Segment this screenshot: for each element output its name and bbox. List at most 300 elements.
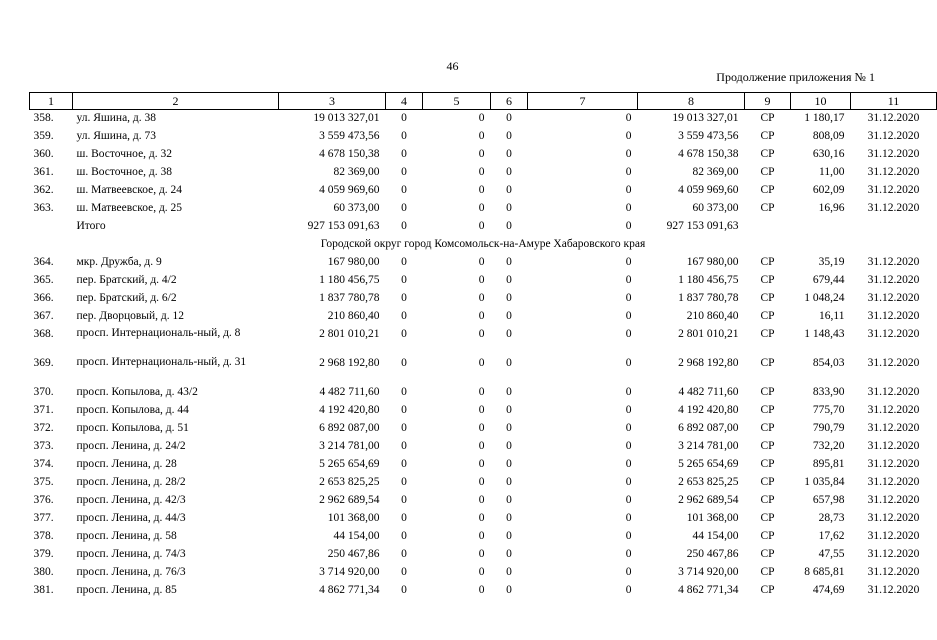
table-row bbox=[30, 474, 937, 492]
amount-cell: 2 653 825,25 bbox=[319, 476, 380, 488]
address-cell: ул. Яшина, д. 38 bbox=[76, 112, 157, 124]
address-cell: ш. Восточное, д. 32 bbox=[76, 148, 173, 160]
amount-cell: 4 059 969,60 bbox=[678, 184, 739, 196]
amount-cell: 4 862 771,34 bbox=[319, 584, 380, 596]
table-row bbox=[30, 290, 937, 308]
type-cell: СР bbox=[760, 440, 775, 452]
value-cell: 0 bbox=[401, 274, 407, 286]
address-cell: просп. Копылова, д. 43/2 bbox=[76, 386, 198, 398]
value-cell: 0 bbox=[506, 112, 512, 124]
value-cell: 0 bbox=[401, 440, 407, 452]
empty-cell bbox=[745, 218, 791, 236]
row-number: 373. bbox=[33, 440, 54, 452]
row-number: 372. bbox=[33, 422, 54, 434]
date-cell: 31.12.2020 bbox=[867, 184, 920, 196]
address-cell: мкр. Дружба, д. 9 bbox=[76, 256, 162, 268]
address-cell: ш. Матвеевское, д. 25 bbox=[76, 202, 183, 214]
amount-cell: 3 559 473,56 bbox=[319, 130, 380, 142]
amount-cell: 2 962 689,54 bbox=[319, 494, 380, 506]
table-row bbox=[30, 164, 937, 182]
amount-cell: 4 862 771,34 bbox=[678, 584, 739, 596]
value-cell: 0 bbox=[625, 548, 632, 560]
type-cell: СР bbox=[760, 256, 775, 268]
value-cell: 0 bbox=[401, 386, 407, 398]
value-cell: 0 bbox=[506, 494, 512, 506]
type-cell: СР bbox=[760, 530, 775, 542]
amount-cell: 3 559 473,56 bbox=[678, 130, 739, 142]
total-label: Итого bbox=[76, 220, 106, 232]
amount-cell: 250 467,86 bbox=[327, 548, 380, 560]
address-cell: просп. Интернациональ-ный, д. 8 bbox=[76, 327, 241, 339]
date-cell: 31.12.2020 bbox=[867, 328, 920, 340]
value-cell: 0 bbox=[506, 404, 512, 416]
value-cell: 0 bbox=[401, 548, 407, 560]
amount-cell: 2 962 689,54 bbox=[678, 494, 739, 506]
amount-cell: 2 968 192,80 bbox=[678, 357, 739, 369]
type-cell: СР bbox=[760, 292, 775, 304]
amount-cell: 4 482 711,60 bbox=[678, 386, 739, 398]
column-header-1: 1 bbox=[30, 93, 73, 110]
amount-cell: 4 192 420,80 bbox=[319, 404, 380, 416]
value-cell: 0 bbox=[478, 512, 485, 524]
column-header-8: 8 bbox=[638, 93, 745, 110]
date-cell: 31.12.2020 bbox=[867, 530, 920, 542]
row-number: 366. bbox=[33, 292, 54, 304]
amount-cell: 4 678 150,38 bbox=[319, 148, 380, 160]
value-cell: 0 bbox=[401, 112, 407, 124]
value-cell: 0 bbox=[478, 166, 485, 178]
value-cell: 0 bbox=[478, 494, 485, 506]
type-cell: СР bbox=[760, 310, 775, 322]
row-number: 360. bbox=[33, 148, 54, 160]
amount-cell: 101 368,00 bbox=[686, 512, 739, 524]
area-cell: 35,19 bbox=[818, 256, 845, 268]
address-cell: просп. Ленина, д. 44/3 bbox=[76, 512, 186, 524]
date-cell: 31.12.2020 bbox=[867, 274, 920, 286]
area-cell: 895,81 bbox=[812, 458, 845, 470]
area-cell: 47,55 bbox=[818, 548, 845, 560]
date-cell: 31.12.2020 bbox=[867, 512, 920, 524]
area-cell: 679,44 bbox=[812, 274, 845, 286]
value-cell: 0 bbox=[625, 584, 632, 596]
amount-cell: 3 714 920,00 bbox=[319, 566, 380, 578]
value-cell: 0 bbox=[625, 386, 632, 398]
row-number: 377. bbox=[33, 512, 54, 524]
date-cell: 31.12.2020 bbox=[867, 386, 920, 398]
amount-cell: 2 653 825,25 bbox=[678, 476, 739, 488]
value-cell: 0 bbox=[625, 566, 632, 578]
address-cell: пер. Братский, д. 6/2 bbox=[76, 292, 177, 304]
date-cell: 31.12.2020 bbox=[867, 256, 920, 268]
value-cell: 0 bbox=[478, 404, 485, 416]
value-cell: 0 bbox=[625, 310, 632, 322]
total-amount: 927 153 091,63 bbox=[666, 220, 739, 232]
value-cell: 0 bbox=[401, 494, 407, 506]
address-cell: просп. Ленина, д. 58 bbox=[76, 530, 177, 542]
value-cell: 0 bbox=[625, 404, 632, 416]
row-number: 358. bbox=[33, 112, 54, 124]
table-row bbox=[30, 456, 937, 474]
area-cell: 775,70 bbox=[812, 404, 845, 416]
date-cell: 31.12.2020 bbox=[867, 440, 920, 452]
area-cell: 8 685,81 bbox=[804, 566, 845, 578]
total-amount: 927 153 091,63 bbox=[307, 220, 380, 232]
type-cell: СР bbox=[760, 548, 775, 560]
value-cell: 0 bbox=[478, 458, 485, 470]
table-row bbox=[30, 528, 937, 546]
area-cell: 1 035,84 bbox=[804, 476, 845, 488]
value-cell: 0 bbox=[401, 357, 407, 369]
table-row bbox=[30, 492, 937, 510]
column-header-6: 6 bbox=[491, 93, 528, 110]
value-cell: 0 bbox=[401, 130, 407, 142]
column-header-5: 5 bbox=[423, 93, 491, 110]
area-cell: 1 048,24 bbox=[804, 292, 845, 304]
amount-cell: 167 980,00 bbox=[327, 256, 380, 268]
value-cell: 0 bbox=[625, 422, 632, 434]
value-cell: 0 bbox=[625, 530, 632, 542]
value-cell: 0 bbox=[506, 584, 512, 596]
value-cell: 0 bbox=[625, 512, 632, 524]
value-cell: 0 bbox=[478, 148, 485, 160]
amount-cell: 2 968 192,80 bbox=[319, 357, 380, 369]
type-cell: СР bbox=[760, 274, 775, 286]
value-cell: 0 bbox=[401, 584, 407, 596]
area-cell: 28,73 bbox=[818, 512, 845, 524]
page-number: 46 bbox=[446, 59, 459, 73]
value-cell: 0 bbox=[506, 256, 512, 268]
type-cell: СР bbox=[760, 184, 775, 196]
row-number: 361. bbox=[33, 166, 54, 178]
row-number: 365. bbox=[33, 274, 54, 286]
type-cell: СР bbox=[760, 202, 775, 214]
date-cell: 31.12.2020 bbox=[867, 130, 920, 142]
table-row bbox=[30, 308, 937, 326]
value-cell: 0 bbox=[401, 476, 407, 488]
continuation-caption: Продолжение приложения № 1 bbox=[716, 70, 875, 84]
row-number: 379. bbox=[33, 548, 54, 560]
address-cell: просп. Копылова, д. 44 bbox=[76, 404, 189, 416]
type-cell: СР bbox=[760, 404, 775, 416]
value-cell: 0 bbox=[478, 292, 485, 304]
address-cell: ш. Восточное, д. 38 bbox=[76, 166, 173, 178]
value-cell: 0 bbox=[506, 148, 512, 160]
area-cell: 1 180,17 bbox=[804, 112, 845, 124]
type-cell: СР bbox=[760, 148, 775, 160]
value-cell: 0 bbox=[401, 458, 407, 470]
amount-cell: 1 180 456,75 bbox=[678, 274, 739, 286]
type-cell: СР bbox=[760, 386, 775, 398]
area-cell: 16,96 bbox=[818, 202, 845, 214]
value-cell: 0 bbox=[478, 566, 485, 578]
column-header-3: 3 bbox=[279, 93, 386, 110]
table-row bbox=[30, 182, 937, 200]
column-header-row bbox=[30, 93, 937, 110]
value-cell: 0 bbox=[506, 440, 512, 452]
amount-cell: 210 860,40 bbox=[327, 310, 380, 322]
row-number bbox=[30, 218, 73, 236]
address-cell: просп. Ленина, д. 28 bbox=[76, 458, 177, 470]
value-cell: 0 bbox=[478, 584, 485, 596]
value-cell: 0 bbox=[625, 494, 632, 506]
total-row bbox=[30, 218, 937, 236]
value-cell: 0 bbox=[478, 328, 485, 340]
value-cell: 0 bbox=[401, 220, 407, 232]
table-row bbox=[30, 326, 937, 355]
value-cell: 0 bbox=[625, 130, 632, 142]
column-header-9: 9 bbox=[745, 93, 791, 110]
type-cell: СР bbox=[760, 458, 775, 470]
row-number: 369. bbox=[33, 357, 54, 369]
value-cell: 0 bbox=[506, 566, 512, 578]
area-cell: 630,16 bbox=[812, 148, 845, 160]
type-cell: СР bbox=[760, 357, 775, 369]
amount-cell: 4 678 150,38 bbox=[678, 148, 739, 160]
area-cell: 657,98 bbox=[812, 494, 845, 506]
value-cell: 0 bbox=[401, 328, 407, 340]
table-row bbox=[30, 546, 937, 564]
amount-cell: 167 980,00 bbox=[686, 256, 739, 268]
value-cell: 0 bbox=[506, 130, 512, 142]
value-cell: 0 bbox=[625, 292, 632, 304]
row-number: 381. bbox=[33, 584, 54, 596]
type-cell: СР bbox=[760, 584, 775, 596]
amount-cell: 5 265 654,69 bbox=[319, 458, 380, 470]
value-cell: 0 bbox=[401, 148, 407, 160]
value-cell: 0 bbox=[506, 422, 512, 434]
empty-cell bbox=[791, 218, 851, 236]
amount-cell: 1 837 780,78 bbox=[319, 292, 380, 304]
value-cell: 0 bbox=[506, 220, 512, 232]
amount-cell: 2 801 010,21 bbox=[678, 328, 739, 340]
area-cell: 833,90 bbox=[812, 386, 845, 398]
type-cell: СР bbox=[760, 328, 775, 340]
table-row bbox=[30, 438, 937, 456]
region-heading-row bbox=[30, 236, 937, 254]
value-cell: 0 bbox=[478, 112, 485, 124]
value-cell: 0 bbox=[506, 184, 512, 196]
amount-cell: 60 373,00 bbox=[333, 202, 380, 214]
date-cell: 31.12.2020 bbox=[867, 458, 920, 470]
amount-cell: 6 892 087,00 bbox=[319, 422, 380, 434]
value-cell: 0 bbox=[625, 112, 632, 124]
area-cell: 17,62 bbox=[818, 530, 845, 542]
type-cell: СР bbox=[760, 476, 775, 488]
date-cell: 31.12.2020 bbox=[867, 566, 920, 578]
table-row bbox=[30, 582, 937, 600]
value-cell: 0 bbox=[506, 166, 512, 178]
area-cell: 808,09 bbox=[812, 130, 845, 142]
row-number: 367. bbox=[33, 310, 54, 322]
table-row bbox=[30, 420, 937, 438]
amount-cell: 2 801 010,21 bbox=[319, 328, 380, 340]
amount-cell: 44 154,00 bbox=[333, 530, 380, 542]
table-row bbox=[30, 402, 937, 420]
value-cell: 0 bbox=[625, 256, 632, 268]
area-cell: 1 148,43 bbox=[804, 328, 845, 340]
value-cell: 0 bbox=[625, 274, 632, 286]
date-cell: 31.12.2020 bbox=[867, 494, 920, 506]
empty-cell bbox=[851, 218, 937, 236]
table-body bbox=[30, 110, 937, 601]
amount-cell: 101 368,00 bbox=[327, 512, 380, 524]
value-cell: 0 bbox=[506, 310, 512, 322]
row-number: 371. bbox=[33, 404, 54, 416]
address-cell: просп. Ленина, д. 28/2 bbox=[76, 476, 186, 488]
address-cell: просп. Ленина, д. 85 bbox=[76, 584, 177, 596]
address-cell: ул. Яшина, д. 73 bbox=[76, 130, 157, 142]
area-cell: 602,09 bbox=[812, 184, 845, 196]
value-cell: 0 bbox=[478, 184, 485, 196]
table-row bbox=[30, 272, 937, 290]
row-number: 375. bbox=[33, 476, 54, 488]
value-cell: 0 bbox=[625, 148, 632, 160]
date-cell: 31.12.2020 bbox=[867, 292, 920, 304]
table-row bbox=[30, 200, 937, 218]
row-number: 378. bbox=[33, 530, 54, 542]
value-cell: 0 bbox=[506, 386, 512, 398]
type-cell: СР bbox=[760, 112, 775, 124]
column-header-11: 11 bbox=[851, 93, 937, 110]
value-cell: 0 bbox=[506, 274, 512, 286]
area-cell: 790,79 bbox=[812, 422, 845, 434]
type-cell: СР bbox=[760, 494, 775, 506]
address-cell: просп. Ленина, д. 74/3 bbox=[76, 548, 186, 560]
table-row bbox=[30, 384, 937, 402]
value-cell: 0 bbox=[625, 357, 632, 369]
value-cell: 0 bbox=[506, 458, 512, 470]
address-cell: просп. Ленина, д. 24/2 bbox=[76, 440, 186, 452]
amount-cell: 4 059 969,60 bbox=[319, 184, 380, 196]
amount-cell: 4 482 711,60 bbox=[319, 386, 380, 398]
amount-cell: 19 013 327,01 bbox=[313, 112, 380, 124]
value-cell: 0 bbox=[478, 476, 485, 488]
table-row bbox=[30, 510, 937, 528]
amount-cell: 3 714 920,00 bbox=[678, 566, 739, 578]
type-cell: СР bbox=[760, 130, 775, 142]
amount-cell: 60 373,00 bbox=[692, 202, 739, 214]
type-cell: СР bbox=[760, 512, 775, 524]
value-cell: 0 bbox=[625, 166, 632, 178]
amount-cell: 6 892 087,00 bbox=[678, 422, 739, 434]
amount-cell: 210 860,40 bbox=[686, 310, 739, 322]
value-cell: 0 bbox=[401, 256, 407, 268]
row-number: 380. bbox=[33, 566, 54, 578]
value-cell: 0 bbox=[478, 530, 485, 542]
value-cell: 0 bbox=[478, 202, 485, 214]
row-number: 362. bbox=[33, 184, 54, 196]
date-cell: 31.12.2020 bbox=[867, 112, 920, 124]
value-cell: 0 bbox=[625, 328, 632, 340]
table-row bbox=[30, 128, 937, 146]
row-number: 370. bbox=[33, 386, 54, 398]
value-cell: 0 bbox=[506, 202, 512, 214]
date-cell: 31.12.2020 bbox=[867, 422, 920, 434]
amount-cell: 4 192 420,80 bbox=[678, 404, 739, 416]
address-cell: просп. Ленина, д. 76/3 bbox=[76, 566, 186, 578]
table-row bbox=[30, 564, 937, 582]
value-cell: 0 bbox=[401, 202, 407, 214]
table-row bbox=[30, 110, 937, 129]
value-cell: 0 bbox=[401, 422, 407, 434]
date-cell: 31.12.2020 bbox=[867, 476, 920, 488]
data-table bbox=[29, 92, 937, 600]
date-cell: 31.12.2020 bbox=[867, 404, 920, 416]
table-row bbox=[30, 254, 937, 272]
column-header-10: 10 bbox=[791, 93, 851, 110]
type-cell: СР bbox=[760, 166, 775, 178]
value-cell: 0 bbox=[401, 530, 407, 542]
amount-cell: 1 837 780,78 bbox=[678, 292, 739, 304]
value-cell: 0 bbox=[625, 202, 632, 214]
row-number: 363. bbox=[33, 202, 54, 214]
column-header-2: 2 bbox=[73, 93, 279, 110]
value-cell: 0 bbox=[478, 130, 485, 142]
value-cell: 0 bbox=[478, 548, 485, 560]
area-cell: 16,11 bbox=[819, 310, 845, 322]
date-cell: 31.12.2020 bbox=[867, 357, 920, 369]
date-cell: 31.12.2020 bbox=[867, 202, 920, 214]
table-row bbox=[30, 355, 937, 384]
region-heading: Городской округ город Комсомольск-на-Амуре Хабаровского края bbox=[320, 238, 646, 250]
address-cell: пер. Братский, д. 4/2 bbox=[76, 274, 177, 286]
table-row bbox=[30, 146, 937, 164]
value-cell: 0 bbox=[506, 548, 512, 560]
value-cell: 0 bbox=[478, 422, 485, 434]
amount-cell: 5 265 654,69 bbox=[678, 458, 739, 470]
value-cell: 0 bbox=[401, 404, 407, 416]
date-cell: 31.12.2020 bbox=[867, 148, 920, 160]
value-cell: 0 bbox=[478, 220, 485, 232]
address-cell: просп. Интернациональ-ный, д. 31 bbox=[76, 356, 247, 368]
value-cell: 0 bbox=[478, 256, 485, 268]
amount-cell: 3 214 781,00 bbox=[678, 440, 739, 452]
value-cell: 0 bbox=[625, 458, 632, 470]
value-cell: 0 bbox=[625, 184, 632, 196]
amount-cell: 3 214 781,00 bbox=[319, 440, 380, 452]
value-cell: 0 bbox=[401, 292, 407, 304]
area-cell: 732,20 bbox=[812, 440, 845, 452]
value-cell: 0 bbox=[625, 220, 632, 232]
address-cell: пер. Дворцовый, д. 12 bbox=[76, 310, 185, 322]
date-cell: 31.12.2020 bbox=[867, 548, 920, 560]
row-number: 364. bbox=[33, 256, 54, 268]
area-cell: 854,03 bbox=[812, 357, 845, 369]
value-cell: 0 bbox=[401, 566, 407, 578]
value-cell: 0 bbox=[625, 476, 632, 488]
amount-cell: 19 013 327,01 bbox=[672, 112, 739, 124]
amount-cell: 44 154,00 bbox=[692, 530, 739, 542]
value-cell: 0 bbox=[401, 310, 407, 322]
amount-cell: 250 467,86 bbox=[686, 548, 739, 560]
value-cell: 0 bbox=[506, 476, 512, 488]
area-cell: 11,00 bbox=[819, 166, 845, 178]
address-cell: просп. Копылова, д. 51 bbox=[76, 422, 189, 434]
column-header-7: 7 bbox=[528, 93, 638, 110]
row-number: 376. bbox=[33, 494, 54, 506]
row-number: 368. bbox=[33, 328, 54, 340]
date-cell: 31.12.2020 bbox=[867, 584, 920, 596]
area-cell: 474,69 bbox=[812, 584, 845, 596]
value-cell: 0 bbox=[506, 530, 512, 542]
value-cell: 0 bbox=[401, 166, 407, 178]
value-cell: 0 bbox=[478, 274, 485, 286]
value-cell: 0 bbox=[478, 440, 485, 452]
date-cell: 31.12.2020 bbox=[867, 166, 920, 178]
row-number: 359. bbox=[33, 130, 54, 142]
value-cell: 0 bbox=[478, 357, 485, 369]
value-cell: 0 bbox=[478, 310, 485, 322]
